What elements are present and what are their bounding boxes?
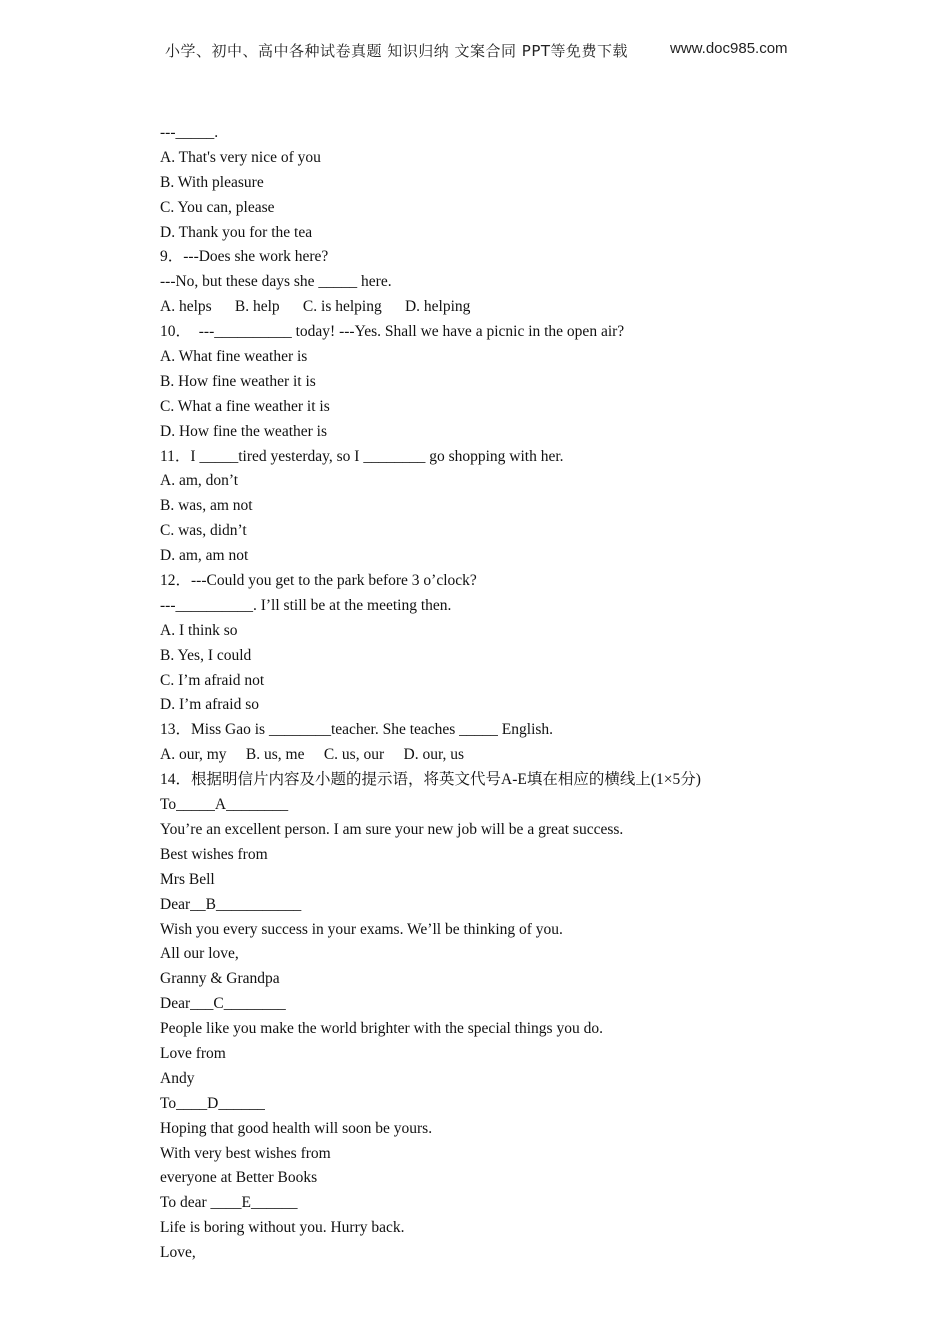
text-line: Hoping that good health will soon be yours. [160,1119,433,1137]
text-line: Andy [160,1069,195,1087]
option-line: B. With pleasure [160,173,264,191]
text-line: Mrs Bell [160,870,215,888]
option-line: D. I’m afraid so [160,696,259,714]
text-line: To_____A________ [160,796,289,814]
text-line: Love from [160,1044,226,1062]
text-line: ---_____. [160,124,219,141]
option-line: C. I’m afraid not [160,671,265,689]
option-line: A. am, don’t [160,472,239,490]
header-site-description: 小学、初中、高中各种试卷真题 知识归纳 文案合同 PPT等免费下载 [165,42,629,60]
text-line: everyone at Better Books [160,1169,318,1187]
text-line: Dear__B___________ [160,895,302,913]
text-line: ---__________. I’ll still be at the meeting then. [160,596,452,614]
text-line: Love, [160,1244,196,1262]
option-line: C. was, didn’t [160,522,247,540]
option-line: A. helps B. help C. is helping D. helping [160,298,471,316]
option-line: D. How fine the weather is [160,422,328,440]
option-line: C. You can, please [160,198,275,216]
option-line: B. Yes, I could [160,646,252,664]
text-line: Granny & Grandpa [160,970,280,988]
option-line: D. am, am not [160,547,249,565]
page-header [0,38,950,64]
option-line: A. What fine weather is [160,348,308,366]
text-line: Dear___C________ [160,995,286,1013]
text-line: Wish you every success in your exams. We’ll be thinking of you. [160,920,563,938]
question-line: 14．根据明信片内容及小题的提示语，将英文代号A-E填在相应的横线上(1×5分) [160,771,701,789]
text-line: Life is boring without you. Hurry back. [160,1219,405,1237]
option-line: A. our, my B. us, me C. us, our D. our, us [160,746,465,764]
text-line: ---No, but these days she _____ here. [160,273,392,291]
text-line: To____D______ [160,1094,265,1112]
question-line: 12．---Could you get to the park before 3 o’clock? [160,572,477,590]
option-line: D. Thank you for the tea [160,223,313,241]
question-line: 9．---Does she work here? [160,248,329,266]
option-line: B. How fine weather it is [160,372,316,390]
question-line: 10． ---__________ today! ---Yes. Shall we have a picnic in the open air? [160,323,625,341]
text-line: Best wishes from [160,845,268,863]
text-line: To dear ____E______ [160,1194,298,1212]
option-line: A. That's very nice of you [160,148,321,166]
text-line: You’re an excellent person. I am sure your new job will be a great success. [160,820,624,838]
option-line: C. What a fine weather it is [160,397,330,415]
option-line: B. was, am not [160,497,253,515]
question-line: 11．I _____tired yesterday, so I ________ go shopping with her. [160,447,564,465]
document-body [160,121,860,1266]
text-line: People like you make the world brighter with the special things you do. [160,1020,603,1038]
header-site-url: www.doc985.com [670,40,788,57]
text-line: All our love, [160,945,239,963]
question-line: 13．Miss Gao is ________teacher. She teaches _____ English. [160,721,554,739]
option-line: A. I think so [160,621,238,639]
text-line: With very best wishes from [160,1144,331,1162]
